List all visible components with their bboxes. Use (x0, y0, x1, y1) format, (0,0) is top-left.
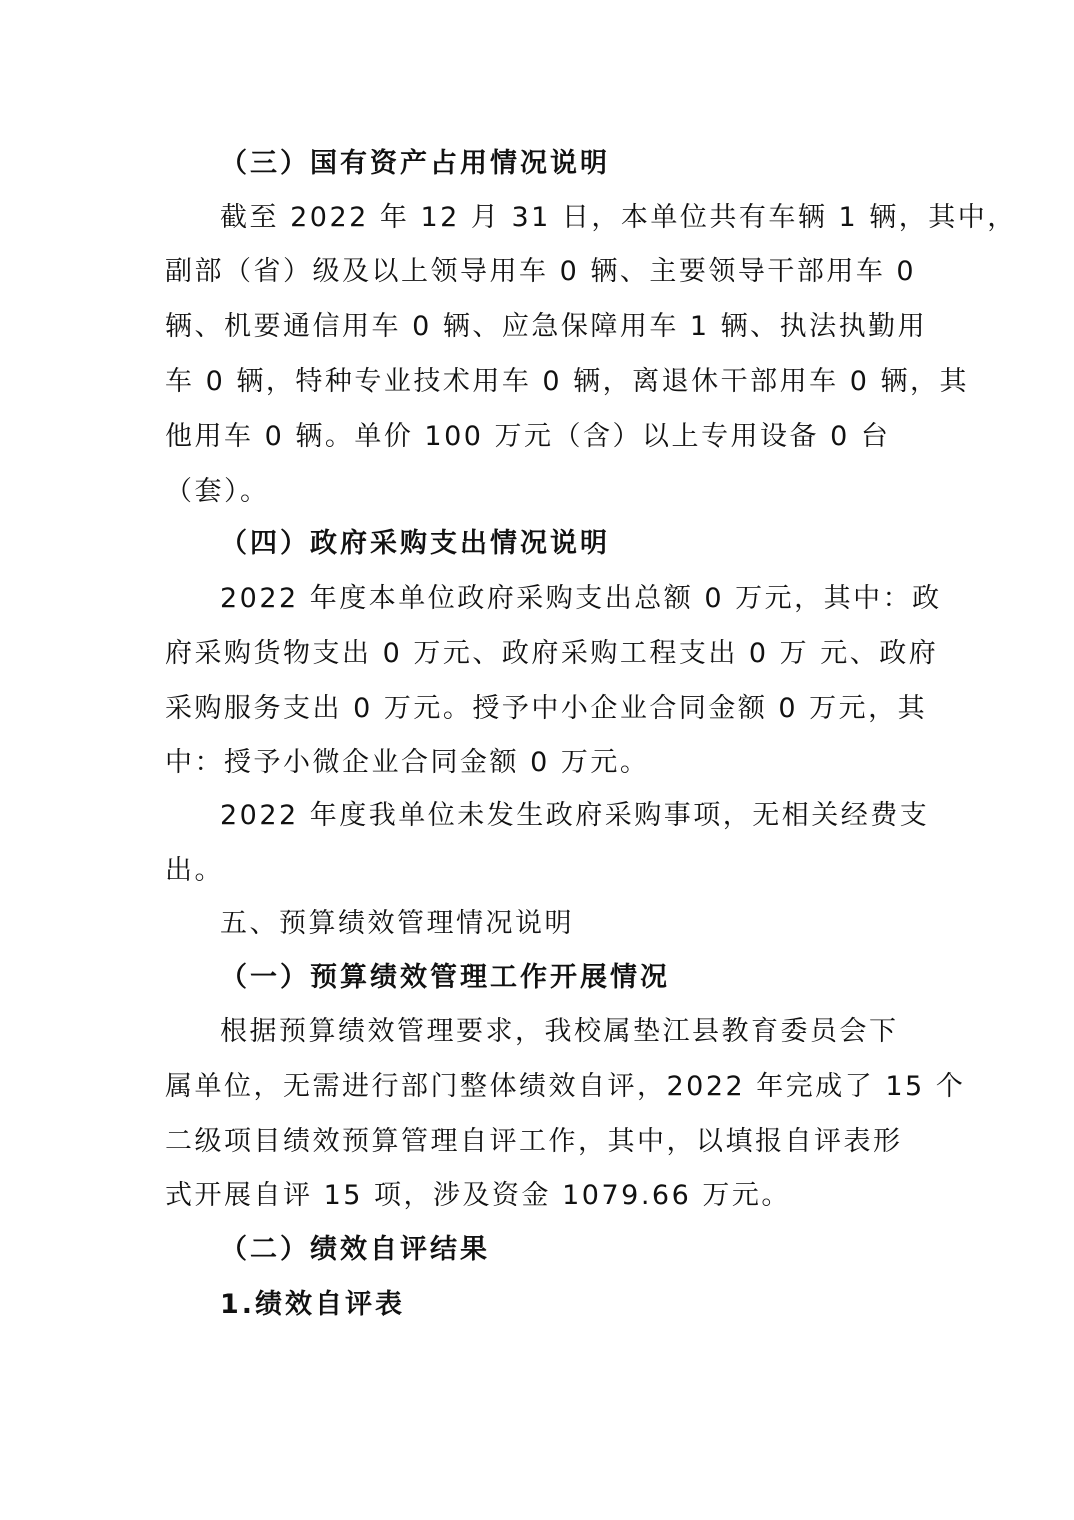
paragraph-line: 采购服务支出 0 万元。授予中小企业合同金额 0 万元，其 (165, 693, 928, 724)
paragraph-line: 根据预算绩效管理要求，我校属垫江县教育委员会下 (220, 1016, 899, 1047)
paragraph-line: 府采购货物支出 0 万元、政府采购工程支出 0 万 元、政府 (165, 638, 939, 669)
paragraph-line: （套）。 (165, 476, 270, 507)
paragraph-line: 车 0 辆，特种专业技术用车 0 辆，离退休干部用车 0 辆，其 (165, 366, 970, 397)
paragraph-line: 辆、机要通信用车 0 辆、应急保障用车 1 辆、执法执勤用 (165, 311, 928, 342)
heading-state-assets: （三）国有资产占用情况说明 (220, 148, 610, 179)
section-heading-budget-performance: 五、预算绩效管理情况说明 (220, 908, 574, 939)
paragraph-line: 2022 年度本单位政府采购支出总额 0 万元，其中：政 (220, 583, 942, 614)
heading-self-evaluation-results: （二）绩效自评结果 (220, 1234, 490, 1265)
paragraph-line: 二级项目绩效预算管理自评工作，其中，以填报自评表形 (165, 1126, 903, 1157)
paragraph-line: 中：授予小微企业合同金额 0 万元。 (165, 747, 650, 778)
paragraph-line: 2022 年度我单位未发生政府采购事项，无相关经费支 (220, 800, 930, 831)
paragraph-line: 他用车 0 辆。单价 100 万元（含）以上专用设备 0 台 (165, 421, 891, 452)
heading-government-procurement: （四）政府采购支出情况说明 (220, 528, 610, 559)
paragraph-line: 出。 (165, 855, 224, 886)
heading-performance-work: （一）预算绩效管理工作开展情况 (220, 962, 670, 993)
paragraph-line: 截至 2022 年 12 月 31 日，本单位共有车辆 1 辆，其中， (220, 202, 1017, 233)
paragraph-line: 式开展自评 15 项，涉及资金 1079.66 万元。 (165, 1180, 791, 1211)
paragraph-line: 副部（省）级及以上领导用车 0 辆、主要领导干部用车 0 (165, 256, 917, 287)
heading-self-evaluation-table: 1.绩效自评表 (220, 1289, 406, 1320)
paragraph-line: 属单位，无需进行部门整体绩效自评，2022 年完成了 15 个 (165, 1071, 966, 1102)
